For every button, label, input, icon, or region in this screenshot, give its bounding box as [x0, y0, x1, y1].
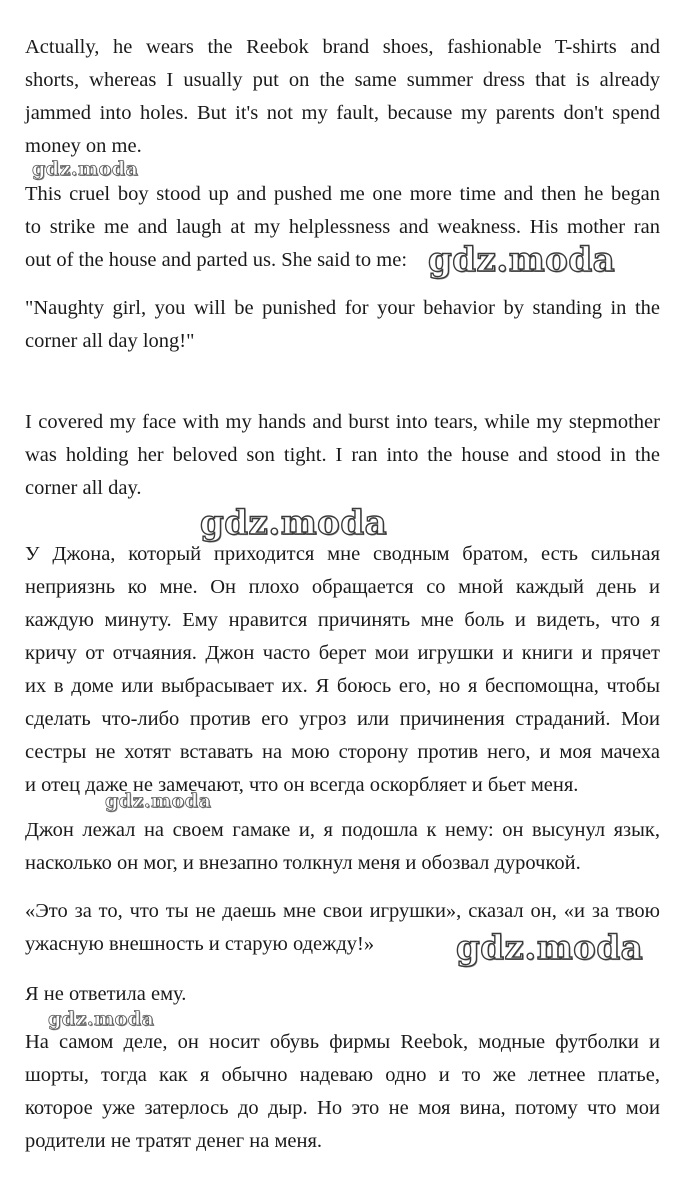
text-line: Джон лежал на своем гамаке и, я подошла к нему: он высунул язык,: [25, 819, 660, 841]
text-line: неприязнь ко мне. Он плохо обращается со мной каждый день и: [25, 576, 660, 598]
text-line: сестры не хотят вставать на мою сторону против него, и моя мачеха: [25, 741, 660, 763]
text-line: На самом деле, он носит обувь фирмы Reebok, модные футболки и: [25, 1031, 660, 1053]
text-line: Я не ответила ему.: [25, 983, 187, 1005]
russian-paragraph-1: [25, 538, 660, 802]
english-paragraph-3: [25, 292, 660, 358]
text-line: и отец даже не замечают, что он всегда оскорбляет и бьет меня.: [25, 774, 579, 796]
text-line: was holding her beloved son tight. I ran into the house and stood in the: [25, 444, 660, 466]
russian-paragraph-5: [25, 1026, 660, 1158]
text-line: corner all day.: [25, 477, 142, 499]
watermark-logo: gdz.moda: [200, 503, 388, 543]
text-line: сделать что-либо против его угроз или причинения страданий. Мои: [25, 708, 660, 730]
text-line: I covered my face with my hands and burst into tears, while my stepmother: [25, 411, 660, 433]
text-line: out of the house and parted us. She said to me:: [25, 249, 408, 271]
text-line: насколько он мог, и внезапно толкнул меня и обозвал дурочкой.: [25, 852, 581, 874]
watermark-logo: gdz.moda: [32, 158, 139, 180]
text-line: родители не тратят денег на меня.: [25, 1130, 323, 1152]
text-line: money on me.: [25, 135, 142, 157]
text-line: This cruel boy stood up and pushed me one more time and then he began: [25, 183, 660, 205]
watermark-logo: gdz.moda: [428, 240, 616, 280]
text-line: шорты, тогда как я обычно надеваю одно и то же летнее платье,: [25, 1064, 660, 1086]
text-line: corner all day long!": [25, 330, 195, 352]
russian-paragraph-4: [25, 978, 660, 1011]
text-line: ужасную внешность и старую одежду!»: [25, 933, 375, 955]
watermark-logo: gdz.moda: [105, 790, 212, 812]
text-line: «Это за то, что ты не даешь мне свои игрушки», сказал он, «и за твою: [25, 900, 660, 922]
text-line: У Джона, который приходится мне сводным братом, есть сильная: [25, 543, 660, 565]
text-line: кричу от отчаяния. Джон часто берет мои игрушки и книги и прячет: [25, 642, 660, 664]
text-line: shorts, whereas I usually put on the same summer dress that is already: [25, 69, 660, 91]
text-line: которое уже затерлось до дыр. Но это не моя вина, потому что мои: [25, 1097, 660, 1119]
text-line: to strike me and laugh at my helplessness and weakness. His mother ran: [25, 216, 660, 238]
text-line: "Naughty girl, you will be punished for your behavior by standing in the: [25, 297, 660, 319]
watermark-logo: gdz.moda: [456, 928, 644, 968]
text-line: их в доме или выбрасывает их. Я боюсь его, но я беспомощна, чтобы: [25, 675, 660, 697]
english-paragraph-1: [25, 31, 660, 163]
text-line: Actually, he wears the Reebok brand shoes, fashionable T-shirts and: [25, 36, 660, 58]
english-paragraph-4: [25, 406, 660, 505]
watermark-logo: gdz.moda: [48, 1008, 155, 1030]
text-line: каждую минуту. Ему нравится причинять мне боль и видеть, что я: [25, 609, 660, 631]
text-line: jammed into holes. But it's not my fault, because my parents don't spend: [25, 102, 660, 124]
russian-paragraph-2: [25, 814, 660, 880]
